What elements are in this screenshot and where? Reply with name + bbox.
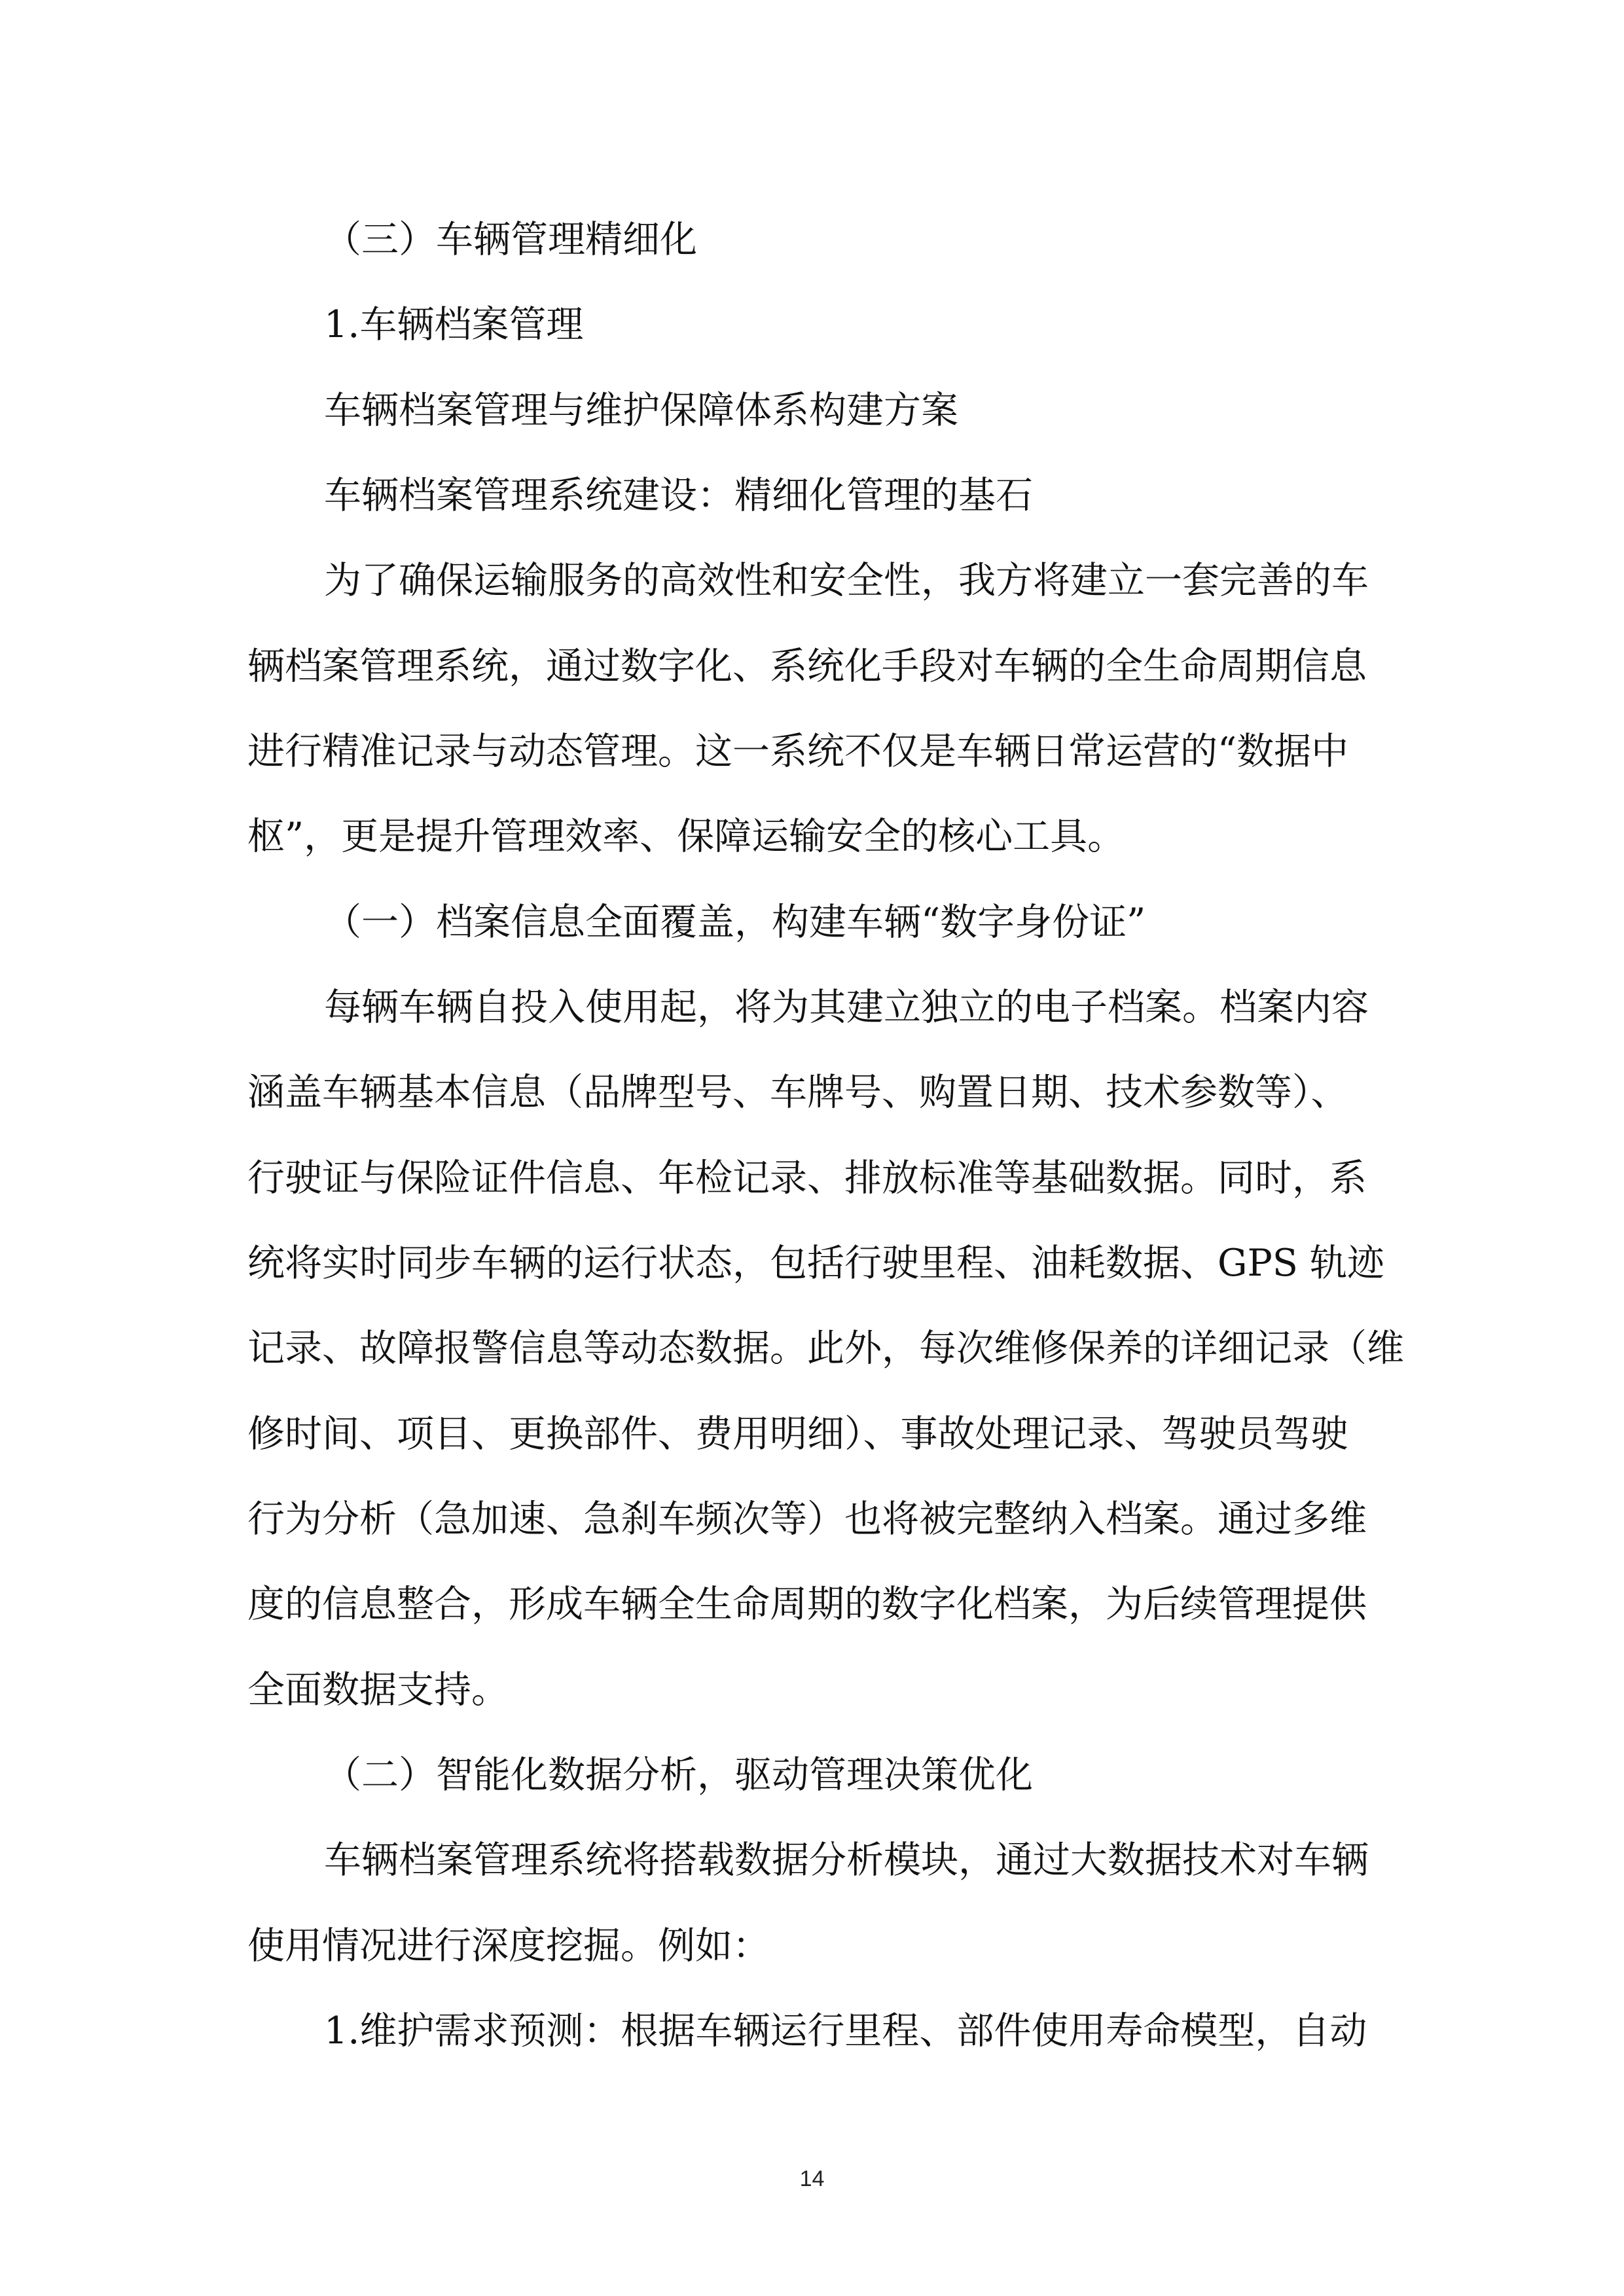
paragraph-line: （一）档案信息全面覆盖，构建车辆“数字身份证”: [324, 901, 1146, 944]
paragraph-line: 涵盖车辆基本信息（品牌型号、车牌号、购置日期、技术参数等）、: [247, 1071, 1348, 1114]
paragraph-line: 辆档案管理系统，通过数字化、系统化手段对车辆的全生命周期信息: [247, 645, 1367, 688]
paragraph-line: 记录、故障报警信息等动态数据。此外，每次维修保养的详细记录（维: [247, 1327, 1404, 1370]
paragraph-line: 使用情况进行深度挖掘。例如：: [247, 1924, 770, 1967]
paragraph-line: 每辆车辆自投入使用起，将为其建立独立的电子档案。档案内容: [324, 986, 1369, 1029]
page-number: 14: [799, 2166, 825, 2191]
subsection-heading: 1.车辆档案管理: [324, 303, 584, 346]
paragraph-line: 全面数据支持。: [247, 1668, 509, 1712]
paragraph-line: 度的信息整合，形成车辆全生命周期的数字化档案，为后续管理提供: [247, 1583, 1367, 1626]
paragraph-line: 进行精准记录与动态管理。这一系统不仅是车辆日常运营的“数据中: [247, 730, 1349, 773]
paragraph-line: （二）智能化数据分析，驱动管理决策优化: [324, 1753, 1033, 1797]
paragraph-line: 统将实时同步车辆的运行状态，包括行驶里程、油耗数据、GPS 轨迹: [247, 1242, 1385, 1285]
paragraph-line: 车辆档案管理系统建设：精细化管理的基石: [324, 474, 1033, 517]
paragraph-line: 枢”，更是提升管理效率、保障运输安全的核心工具。: [247, 815, 1125, 858]
paragraph-line: 行驶证与保险证件信息、年检记录、排放标准等基础数据。同时，系: [247, 1157, 1367, 1200]
paragraph-line: 1.维护需求预测：根据车辆运行里程、部件使用寿命模型，自动: [324, 2009, 1367, 2053]
paragraph-line: 为了确保运输服务的高效性和安全性，我方将建立一套完善的车: [324, 559, 1369, 602]
paragraph-line: 车辆档案管理与维护保障体系构建方案: [324, 389, 958, 432]
paragraph-line: 修时间、项目、更换部件、费用明细）、事故处理记录、驾驶员驾驶: [247, 1412, 1348, 1456]
section-heading: （三）车辆管理精细化: [324, 218, 697, 261]
paragraph-line: 车辆档案管理系统将搭载数据分析模块，通过大数据技术对车辆: [324, 1839, 1369, 1882]
paragraph-line: 行为分析（急加速、急刹车频次等）也将被完整纳入档案。通过多维: [247, 1498, 1367, 1541]
